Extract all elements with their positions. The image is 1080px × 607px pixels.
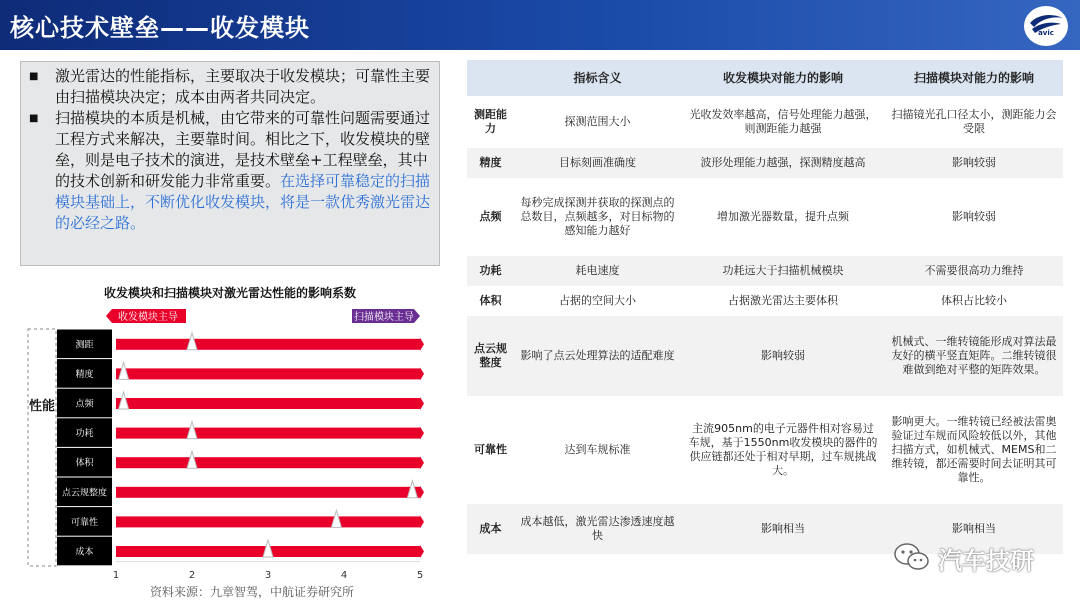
group-label: 性能 <box>28 399 56 414</box>
page-title: 核心技术壁垒——收发模块 <box>10 14 310 42</box>
cell-scanner: 不需要很高功力维持 <box>885 256 1063 286</box>
cell-transceiver: 增加激光器数量，提升点频 <box>681 178 885 256</box>
summary-text-1: 激光雷达的性能指标，主要取决于收发模块；可靠性主要由扫描模块决定；成本由两者共同决定。 <box>55 67 431 106</box>
row-label: 点云规整度 <box>467 316 514 396</box>
cell-meaning: 影响了点云处理算法的适配难度 <box>514 316 681 396</box>
influence-bar <box>116 339 420 350</box>
cell-meaning: 探测范围大小 <box>514 96 681 148</box>
influence-bar <box>116 368 420 379</box>
cell-transceiver: 影响较弱 <box>681 316 885 396</box>
header-meaning: 指标含义 <box>514 60 681 96</box>
row-label: 精度 <box>467 148 514 178</box>
category-label: 可靠性 <box>70 517 99 528</box>
chart-row <box>57 537 424 566</box>
influence-bar <box>116 428 420 439</box>
category-label: 体积 <box>75 458 94 469</box>
summary-text-2: 扫描模块的本质是机械，由它带来的可靠性问题需要通过工程方式来解决，主要靠时间。相比之下，收发模块的壁垒，则是电子技术的演进，是技术壁垒+工程壁垒，其中的技术创新和研发能力非常重要。 <box>55 109 431 190</box>
cell-scanner: 影响更大。一维转镜已经被法雷奥验证过车规而风险较低以外，其他扫描方式，如机械式、MEMS和二维转镜，都还需要时间去证明其可靠性。 <box>885 396 1063 504</box>
legend-left <box>106 309 186 323</box>
legend-left-label: 收发模块主导 <box>118 312 178 323</box>
summary-paragraph-2 <box>29 108 439 234</box>
cell-meaning: 目标刻画准确度 <box>514 148 681 178</box>
chart-row <box>57 478 424 507</box>
category-label: 精度 <box>75 369 94 380</box>
chart-rows <box>57 330 424 566</box>
chart-row <box>57 418 424 447</box>
x-axis <box>113 562 423 581</box>
influence-bar <box>116 516 420 527</box>
table-row <box>467 396 1063 504</box>
table-row <box>467 286 1063 316</box>
cell-scanner: 扫描镜光孔口径太小，测距能力会受限 <box>885 96 1063 148</box>
category-label: 功耗 <box>75 429 94 440</box>
category-label: 点频 <box>75 399 94 410</box>
chart-row <box>57 359 424 388</box>
cell-transceiver: 占据激光雷达主要体积 <box>681 286 885 316</box>
summary-box <box>20 61 440 266</box>
chart-row <box>57 330 424 359</box>
table-row <box>467 256 1063 286</box>
bar-arrow-icon <box>420 515 424 528</box>
influence-bar <box>116 398 420 409</box>
summary-paragraph-1 <box>29 66 439 108</box>
influence-chart <box>20 300 440 582</box>
table-header-row <box>467 60 1063 96</box>
cell-transceiver: 光收发效率越高，信号处理能力越强，则测距能力越强 <box>681 96 885 148</box>
cell-meaning: 耗电速度 <box>514 256 681 286</box>
bar-arrow-icon <box>420 338 424 351</box>
bullet-square-icon: ■ <box>29 71 39 82</box>
x-tick-label: 1 <box>112 569 120 581</box>
cell-scanner: 机械式、一维转镜能形成对算法最友好的横平竖直矩阵。二维转镜很难做到绝对平整的矩阵效果。 <box>885 316 1063 396</box>
row-label: 可靠性 <box>467 396 514 504</box>
company-logo <box>1024 6 1068 46</box>
bar-arrow-icon <box>420 545 424 558</box>
cell-transceiver: 波形处理能力越强，探测精度越高 <box>681 148 885 178</box>
table-row <box>467 316 1063 396</box>
x-tick-label: 2 <box>188 569 196 581</box>
avic-logo-icon <box>1026 10 1066 42</box>
legend-right <box>352 309 420 323</box>
source-note: 资料来源：九章智驾，中航证券研究所 <box>150 585 355 599</box>
x-tick-label: 4 <box>340 569 348 581</box>
table-row <box>467 96 1063 148</box>
x-tick-label: 5 <box>416 569 424 581</box>
cell-scanner: 影响较弱 <box>885 178 1063 256</box>
chart-row <box>57 507 424 536</box>
bar-arrow-icon <box>420 397 424 410</box>
cell-meaning: 占据的空间大小 <box>514 286 681 316</box>
row-label: 功耗 <box>467 256 514 286</box>
category-label: 点云规整度 <box>61 488 108 499</box>
header-bar <box>0 0 1080 50</box>
chart-title: 收发模块和扫描模块对激光雷达性能的影响系数 <box>103 286 356 300</box>
summary-highlight: 在选择可靠稳定的扫描模块基础上，不断优化收发模块，将是一款优秀激光雷达的必经之路。 <box>55 172 431 232</box>
category-label: 测距 <box>75 340 94 351</box>
row-label: 点频 <box>467 178 514 256</box>
watermark <box>892 540 1034 576</box>
cell-transceiver: 影响相当 <box>681 504 885 554</box>
logo-text: avic <box>1038 29 1054 37</box>
bar-arrow-icon <box>420 367 424 380</box>
bar-arrow-icon <box>420 486 424 499</box>
influence-bar <box>116 487 420 498</box>
cell-scanner: 影响相当 <box>885 504 1063 554</box>
category-label: 成本 <box>75 547 94 558</box>
bullet-square-icon: ■ <box>29 113 39 124</box>
header-transceiver: 收发模块对能力的影响 <box>681 60 885 96</box>
bar-arrow-icon <box>420 427 424 440</box>
cell-meaning: 成本越低，激光雷达渗透速度越快 <box>514 504 681 554</box>
table-row <box>467 178 1063 256</box>
header-empty <box>467 60 514 96</box>
chart-row <box>57 448 424 477</box>
x-tick-label: 3 <box>264 569 272 581</box>
row-label: 体积 <box>467 286 514 316</box>
table-body <box>467 96 1063 554</box>
group-bracket <box>28 329 56 566</box>
legend-right-label: 扫描模块主导 <box>354 312 414 323</box>
cell-meaning: 每秒完成探测并获取的探测点的总数目，点频越多，对目标物的感知能力越好 <box>514 178 681 256</box>
wechat-icon <box>892 540 932 576</box>
header-scanner: 扫描模块对能力的影响 <box>885 60 1063 96</box>
influence-bar <box>116 457 420 468</box>
cell-transceiver: 功耗远大于扫描机械模块 <box>681 256 885 286</box>
legend <box>106 309 420 323</box>
bar-arrow-icon <box>420 456 424 469</box>
chart-row <box>57 389 424 418</box>
row-label: 测距能力 <box>467 96 514 148</box>
cell-meaning: 达到车规标准 <box>514 396 681 504</box>
row-label: 成本 <box>467 504 514 554</box>
comparison-table <box>467 60 1063 554</box>
cell-scanner: 影响较弱 <box>885 148 1063 178</box>
watermark-text: 汽车技研 <box>938 546 1034 575</box>
cell-transceiver: 主流905nm的电子元器件相对容易过车规，基于1550nm收发模块的器件的供应链都还处于相对早期，过车规挑战大。 <box>681 396 885 504</box>
cell-scanner: 体积占比较小 <box>885 286 1063 316</box>
table-row <box>467 148 1063 178</box>
